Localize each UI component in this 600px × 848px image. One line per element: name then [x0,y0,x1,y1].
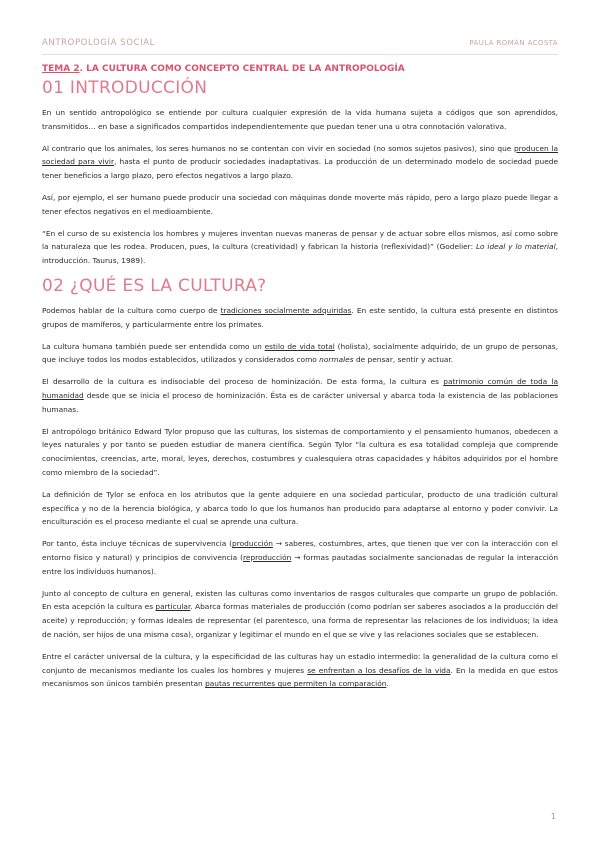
underlined-text: particular [155,602,191,612]
text: , introducción. Taurus, 1989). [42,242,558,266]
topic-label: TEMA 2 [42,64,80,74]
text: de pensar, sentir y actuar. [353,355,454,365]
underlined-text: patrimonio común de toda la humanidad [42,377,559,400]
paragraph: La definición de Tylor se enfoca en los atributos que la gente adquiere en una sociedad particular, producto de una tradición cultural específica y no de la herencia biológica, y abarca todo lo que los humanos han producido para adaptarse al entorno y poder convivir. La enculturación es el proceso mediante el cual se aprende una cultura. [42,489,558,527]
italic-text: Lo ideal y lo material [475,242,556,252]
text: Entre el carácter universal de la cultura, y la especificidad de las culturas hay un estadio intermedio: la generalidad de la cultura como el conjunto de mecanismos mediante los cuales los hombres y mujeres [42,651,558,675]
section-2-title: 02 ¿QUÉ ES LA CULTURA? [42,275,267,296]
text: . En este sentido, la cultura está presente en distintos grupos de mamíferos, y particularmente entre los primates. [42,305,559,329]
text: desde que se inicia el proceso de hominización. Ésta es de carácter universal y abarca toda la existencia de las poblaciones humanas. [42,390,558,414]
paragraph [42,537,558,578]
text: Al contrario que los animales, los seres humanos no se contentan con vivir en sociedad (no somos sujetos pasivos), sino que [42,143,514,153]
paragraph [42,587,558,642]
page-number: 1 [550,812,556,821]
text: La cultura humana también puede ser entendida como un [42,341,265,351]
topic-title: . LA CULTURA COMO CONCEPTO CENTRAL DE LA ANTROPOLOGÍA [79,64,405,74]
text: Podemos hablar de la cultura como cuerpo de [42,305,221,315]
text: “En el curso de su existencia los hombres y mujeres inventan nuevas maneras de pensar y de actuar sobre ellos mismos, así como sobre la naturaleza que les rodea. Producen, pues, la cultura (creatividad) y fabrican la historia (reflexividad)” (Godelier: [42,228,558,252]
text: Por tanto, ésta incluye técnicas de supervivencia ( [42,539,233,549]
text: , hasta el punto de producir sociedades inadaptativas. La producción de un determinado modelo de sociedad puede tener beneficios a largo plazo, pero efectos negativos a largo plazo. [42,157,558,181]
paragraph [42,340,558,368]
italic-text: normales [319,355,354,365]
paragraph [42,650,558,691]
course-title: ANTROPOLOGÍA SOCIAL [42,38,155,48]
text: . [386,679,389,689]
underlined-text: reproducción [243,552,292,562]
text: → saberes, costumbres, artes, que tienen que ver con la interacción con el entorno físico y natural) y principios de convivencia ( [42,539,558,562]
underlined-text: producen la sociedad para vivir [42,143,558,167]
page-header [42,38,558,55]
underlined-text: producción [232,539,273,549]
text: El desarrollo de la cultura es indisociable del proceso de hominización. De esta forma, la cultura es [42,377,444,387]
text: (holista), socialmente adquirido, de un grupo de personas, que incluye todos los modos establecidos, utilizados y considerados como [42,341,558,365]
paragraph [42,304,558,332]
text: . Abarca formas materiales de producción (como podrían ser saberes asociados a la producción del aceite) y reproducción; y formas ideales de representar (el parentesco, una forma de representar las relaciones de los individuos; la idea de nación, ser hijos de una misma cosa), organizar y legitimar el mundo en el que se vive y las relaciones sociales que se establecen. [42,602,558,639]
underlined-text: pautas recurrentes que permiten la comparación [205,679,387,689]
text: Junto al concepto de cultura en general, existen las culturas como inventarios de rasgos culturales que comparte un grupo de población. En esta acepción la cultura es [42,588,558,612]
section-1-title: 01 INTRODUCCIÓN [42,78,208,98]
document-body [42,64,558,699]
topic-heading [42,64,558,74]
paragraph [42,375,558,416]
author-name: PAULA ROMÁN ACOSTA [469,39,558,47]
paragraph: El antropólogo británico Edward Tylor propuso que las culturas, los sistemas de comportamiento y el pensamiento humanos, obedecen a leyes naturales y por tanto se pueden estudiar de manera científica. Según Tylor “la cultura es esa totalidad compleja que comprende conocimientos, creencias, arte, moral, leyes, derechos, costumbres y cualesquiera otras capacidades y hábitos adquiridos por el hombre como miembro de la sociedad”. [42,426,558,477]
underlined-text: estilo de vida total [264,341,335,351]
text: . En la medida en que estos mecanismos son únicos también presentan [42,665,558,689]
paragraph: Así, por ejemplo, el ser humano puede producir una sociedad con máquinas donde moverte más rápido, pero a largo plazo puede llegar a tener efectos negativos en el medioambiente. [42,192,558,216]
quote-paragraph [42,227,558,268]
underlined-text: se enfrentan a los desafíos de la vida [307,665,451,675]
text: → formas pautadas socialmente sancionadas de regular la interacción entre los individuos humanos). [42,552,558,576]
underlined-text: tradiciones socialmente adquiridas [220,305,352,315]
paragraph [42,142,558,183]
paragraph: En un sentido antropológico se entiende por cultura cualquier expresión de la vida humana sujeta a códigos que son aprendidos, transmitidos… en base a significados compartidos independientemente que puedan tener una u otra connotación valorativa. [42,108,558,131]
